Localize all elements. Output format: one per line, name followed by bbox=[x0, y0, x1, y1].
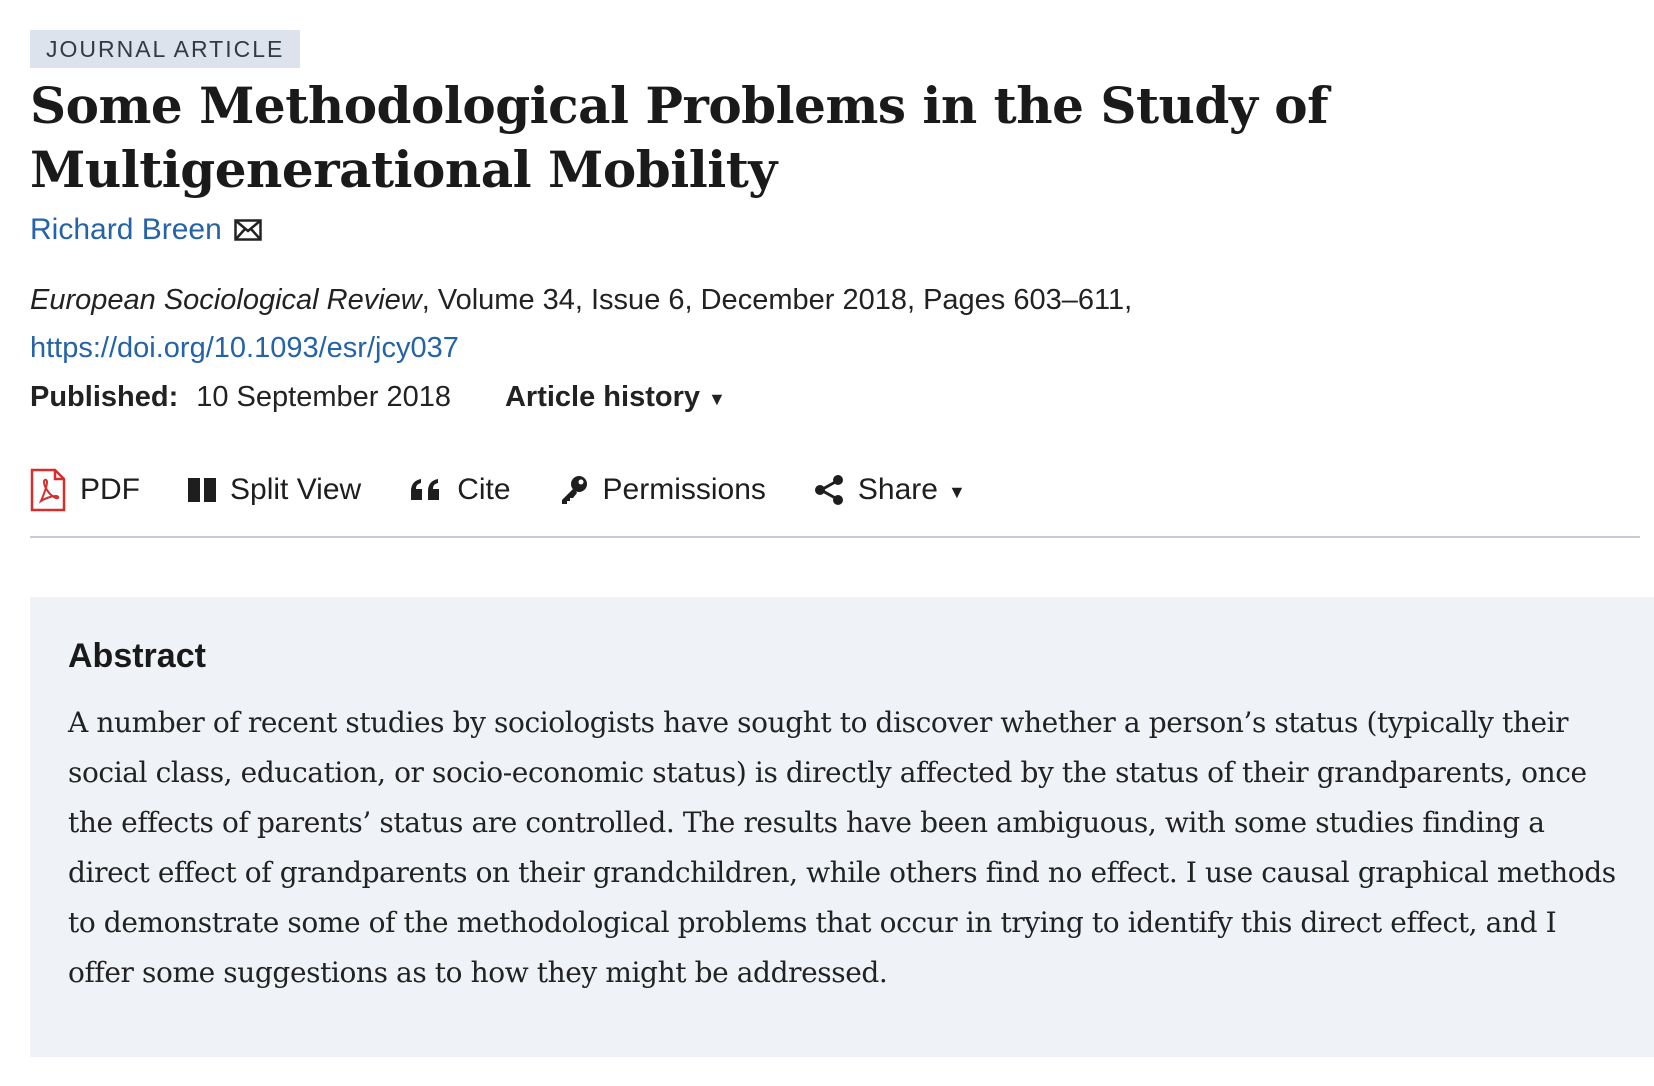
abstract-heading: Abstract bbox=[68, 637, 206, 675]
article-type-badge: JOURNAL ARTICLE bbox=[30, 30, 300, 68]
author-row bbox=[30, 208, 1640, 252]
split-columns-icon bbox=[188, 478, 216, 502]
quote-icon bbox=[409, 478, 443, 502]
caret-down-icon: ▼ bbox=[947, 481, 966, 502]
published-row bbox=[30, 372, 1640, 422]
article-history-label: Article history bbox=[504, 380, 700, 413]
published-label: Published: bbox=[30, 380, 179, 413]
share-nodes-icon bbox=[814, 475, 844, 505]
article-title: Some Methodological Problems in the Study of Multigenerational Mobility bbox=[30, 76, 1329, 199]
doi-link[interactable]: https://doi.org/10.1093/esr/jcy037 bbox=[30, 332, 459, 364]
split-view-label: Split View bbox=[230, 473, 362, 506]
permissions-label: Permissions bbox=[602, 473, 766, 506]
split-view-button[interactable] bbox=[188, 473, 361, 507]
pdf-file-icon bbox=[30, 468, 66, 512]
pdf-label: PDF bbox=[80, 473, 140, 506]
cite-label: Cite bbox=[457, 473, 511, 506]
share-button[interactable] bbox=[814, 473, 966, 507]
cite-button[interactable] bbox=[409, 473, 510, 507]
key-icon bbox=[559, 474, 589, 506]
share-label: Share bbox=[857, 473, 938, 506]
caret-down-icon: ▼ bbox=[707, 388, 726, 409]
journal-name: European Sociological Review bbox=[30, 284, 422, 316]
abstract-section bbox=[30, 597, 1654, 1057]
published-date: 10 September 2018 bbox=[196, 380, 451, 413]
abstract-text: A number of recent studies by sociologists have sought to discover whether a person’s status (typically their social class, education, or socio-economic status) is directly affected by the status of their grandparents, once the effects of parents’ status are controlled. The results have been ambiguous, with some studies finding a direct effect of grandparents on their grandchildren, while others find no effect. I use causal graphical methods to demonstrate some of the methodological problems that occur in trying to identify this direct effect, and I offer some suggestions as to how they might be addressed. bbox=[68, 706, 1616, 989]
envelope-icon[interactable] bbox=[234, 219, 262, 241]
article-history-toggle[interactable] bbox=[505, 381, 726, 414]
pdf-button[interactable] bbox=[30, 468, 140, 512]
permissions-button[interactable] bbox=[559, 473, 766, 507]
author-link[interactable]: Richard Breen bbox=[30, 213, 222, 246]
citation-details: , Volume 34, Issue 6, December 2018, Pages 603–611, bbox=[421, 284, 1133, 316]
article-toolbar bbox=[30, 462, 1640, 538]
citation-line bbox=[30, 276, 1640, 324]
article-header bbox=[30, 30, 1640, 538]
